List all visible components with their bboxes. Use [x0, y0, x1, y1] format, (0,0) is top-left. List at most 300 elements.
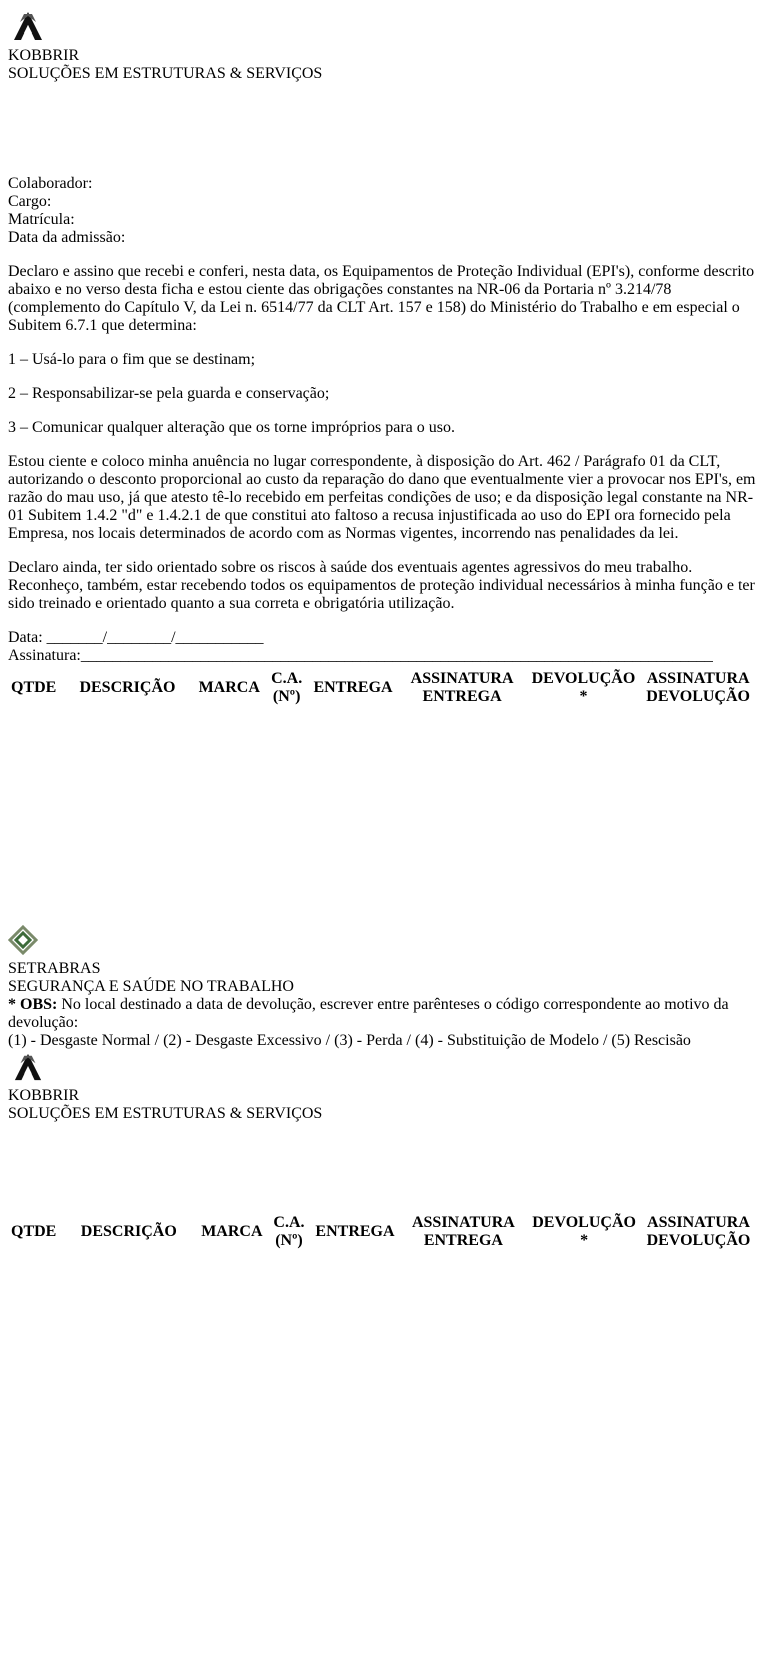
table-cell[interactable] — [531, 1609, 637, 1627]
table-cell[interactable] — [314, 1371, 395, 1389]
table-cell[interactable] — [263, 846, 311, 864]
table-cell[interactable] — [531, 1411, 637, 1429]
table-cell[interactable] — [266, 1431, 313, 1449]
table-cell[interactable] — [10, 1253, 57, 1271]
table-cell[interactable] — [198, 729, 261, 747]
table-row — [10, 1292, 758, 1310]
table-cell[interactable] — [10, 1470, 57, 1488]
table-cell[interactable] — [638, 748, 758, 766]
table-cell[interactable] — [398, 1569, 530, 1587]
table-cell[interactable] — [266, 1569, 313, 1587]
table-row — [10, 1470, 758, 1488]
table-cell[interactable] — [398, 1530, 530, 1548]
table-cell[interactable] — [200, 1431, 263, 1449]
table-cell[interactable] — [59, 1411, 198, 1429]
table-cell[interactable] — [639, 1253, 758, 1271]
table-cell[interactable] — [312, 787, 393, 805]
signature-line[interactable]: Assinatura:_______________________________________________________________________________ — [8, 647, 713, 664]
date-line[interactable]: Data: _______/________/___________ — [8, 629, 264, 646]
table-cell[interactable] — [398, 1411, 530, 1429]
table-cell[interactable] — [639, 1451, 758, 1469]
col-qtde: QTDE — [11, 679, 57, 696]
table-cell[interactable] — [312, 709, 393, 727]
table-cell[interactable] — [639, 1510, 758, 1528]
table-cell[interactable] — [59, 807, 195, 825]
table-cell[interactable] — [396, 866, 529, 884]
table-cell[interactable] — [59, 1332, 198, 1350]
table-cell[interactable] — [59, 1589, 198, 1607]
table-cell[interactable] — [531, 729, 637, 747]
table-cell[interactable] — [531, 1530, 637, 1548]
table-cell[interactable] — [639, 1312, 758, 1330]
table-cell[interactable] — [398, 1312, 530, 1330]
table-cell[interactable] — [638, 787, 758, 805]
table-row — [10, 1648, 758, 1666]
table-cell[interactable] — [10, 827, 57, 845]
table-cell[interactable] — [10, 885, 57, 903]
table-cell[interactable] — [200, 1609, 263, 1627]
table-cell[interactable] — [531, 1431, 637, 1449]
table-cell[interactable] — [59, 1431, 198, 1449]
table-cell[interactable] — [638, 866, 758, 884]
table-cell[interactable] — [10, 1352, 57, 1370]
table-row — [10, 1352, 758, 1370]
table-cell[interactable] — [398, 1589, 530, 1607]
table-cell[interactable] — [531, 1648, 637, 1666]
table-cell[interactable] — [314, 1253, 395, 1271]
table-cell[interactable] — [200, 1391, 263, 1409]
table-cell[interactable] — [531, 807, 637, 825]
table-cell[interactable] — [263, 787, 311, 805]
table-cell[interactable] — [59, 748, 195, 766]
table-cell[interactable] — [200, 1629, 263, 1647]
table-cell[interactable] — [10, 1569, 57, 1587]
table-cell[interactable] — [266, 1549, 313, 1567]
table-cell[interactable] — [263, 729, 311, 747]
table-cell[interactable] — [198, 768, 261, 786]
table-cell[interactable] — [198, 787, 261, 805]
table-cell[interactable] — [398, 1549, 530, 1567]
company-logo-icon — [8, 10, 48, 42]
table-cell[interactable] — [10, 709, 57, 727]
table-cell[interactable] — [200, 1470, 263, 1488]
table-cell[interactable] — [266, 1391, 313, 1409]
table-cell[interactable] — [531, 1629, 637, 1647]
setrabras-name: SETRABRAS — [8, 959, 101, 977]
table-cell[interactable] — [10, 1629, 57, 1647]
table-cell[interactable] — [10, 846, 57, 864]
table-cell[interactable] — [312, 827, 393, 845]
table-cell[interactable] — [198, 885, 261, 903]
table-cell[interactable] — [639, 1589, 758, 1607]
table-cell[interactable] — [531, 1312, 637, 1330]
table-cell[interactable] — [314, 1530, 395, 1548]
table-cell[interactable] — [59, 866, 195, 884]
header-logo-cell — [8, 10, 760, 82]
table-cell[interactable] — [638, 709, 758, 727]
table-cell[interactable] — [200, 1569, 263, 1587]
table-cell[interactable] — [263, 905, 311, 923]
table-cell[interactable] — [531, 1253, 637, 1271]
table-row — [10, 787, 758, 805]
table-cell[interactable] — [200, 1292, 263, 1310]
table-cell[interactable] — [200, 1352, 263, 1370]
table-cell[interactable] — [10, 1312, 57, 1330]
table-cell[interactable] — [59, 1490, 198, 1508]
table-cell[interactable] — [531, 1292, 637, 1310]
table-cell[interactable] — [312, 748, 393, 766]
table-cell[interactable] — [312, 846, 393, 864]
table-cell[interactable] — [59, 1352, 198, 1370]
table-cell[interactable] — [638, 905, 758, 923]
table-cell[interactable] — [200, 1411, 263, 1429]
table-cell[interactable] — [10, 1371, 57, 1389]
table-cell[interactable] — [638, 846, 758, 864]
declaration-item-3: 3 – Comunicar qualquer alteração que os torne impróprios para o uso. — [8, 419, 455, 436]
table-cell[interactable] — [59, 846, 195, 864]
table-cell[interactable] — [314, 1549, 395, 1567]
table-cell[interactable] — [314, 1431, 395, 1449]
table-cell[interactable] — [198, 748, 261, 766]
table-cell[interactable] — [59, 1470, 198, 1488]
table-row — [10, 1490, 758, 1508]
table-cell[interactable] — [198, 827, 261, 845]
table-cell[interactable] — [639, 1530, 758, 1548]
table-row — [10, 807, 758, 825]
table-cell[interactable] — [266, 1451, 313, 1469]
col-marca: MARCA — [198, 679, 260, 696]
table-cell[interactable] — [263, 866, 311, 884]
table-cell[interactable] — [638, 827, 758, 845]
epi-table-1 — [8, 667, 760, 925]
table-cell[interactable] — [266, 1589, 313, 1607]
table-cell[interactable] — [59, 1609, 198, 1627]
table-cell[interactable] — [59, 1253, 198, 1271]
table-cell[interactable] — [531, 1510, 637, 1528]
table-cell[interactable] — [59, 905, 195, 923]
company-logo-text: KOBBRIR — [8, 47, 80, 64]
table-cell[interactable] — [639, 1371, 758, 1389]
table-cell[interactable] — [398, 1391, 530, 1409]
table-cell[interactable] — [638, 807, 758, 825]
table-cell[interactable] — [638, 885, 758, 903]
table-cell[interactable] — [398, 1490, 530, 1508]
table-cell[interactable] — [398, 1510, 530, 1528]
table-cell[interactable] — [59, 1292, 198, 1310]
table-cell[interactable] — [198, 709, 261, 727]
table-cell[interactable] — [314, 1609, 395, 1627]
table-cell[interactable] — [531, 905, 637, 923]
declaration-paragraph-1: Declaro e assino que recebi e conferi, nesta data, os Equipamentos de Proteção Individual (EPI's), conforme descrito abaixo e no verso desta ficha e estou ciente das obrigações constantes na NR-06 da Portaria nº 3.214/78 (complemento do Capítulo V, da Lei n. 6514/77 da CLT Art. 157 e 158) do Ministério do Trabalho e em especial o Subitem 6.7.1 que determina: — [8, 263, 755, 334]
table-cell[interactable] — [59, 1451, 198, 1469]
table-cell[interactable] — [10, 748, 57, 766]
obs-label: * OBS: — [8, 995, 58, 1013]
table-cell[interactable] — [10, 787, 57, 805]
table-cell[interactable] — [314, 1490, 395, 1508]
table-cell[interactable] — [639, 1431, 758, 1449]
table-cell[interactable] — [398, 1451, 530, 1469]
table-cell[interactable] — [396, 709, 529, 727]
table-cell[interactable] — [312, 905, 393, 923]
table-cell[interactable] — [639, 1629, 758, 1647]
table-cell[interactable] — [312, 768, 393, 786]
table-cell[interactable] — [59, 1312, 198, 1330]
table-cell[interactable] — [10, 1431, 57, 1449]
table-cell[interactable] — [200, 1332, 263, 1350]
table-cell[interactable] — [59, 1391, 198, 1409]
header-code-cell-2 — [8, 1158, 760, 1211]
devolution-codes: (1) - Desgaste Normal / (2) - Desgaste Excessivo / (3) - Perda / (4) - Substituição de Modelo / (5) Rescisão — [8, 1031, 691, 1049]
table-cell[interactable] — [396, 827, 529, 845]
table-cell[interactable] — [398, 1332, 530, 1350]
table-cell[interactable] — [59, 709, 195, 727]
table-cell[interactable] — [314, 1312, 395, 1330]
table-cell[interactable] — [639, 1411, 758, 1429]
table-cell[interactable] — [531, 866, 637, 884]
table-cell[interactable] — [639, 1609, 758, 1627]
table-cell[interactable] — [638, 768, 758, 786]
table-cell[interactable] — [10, 1609, 57, 1627]
table-cell[interactable] — [200, 1490, 263, 1508]
table-cell[interactable] — [531, 1589, 637, 1607]
setrabras-logo — [8, 925, 760, 996]
table-cell[interactable] — [10, 1411, 57, 1429]
table-cell[interactable] — [639, 1332, 758, 1350]
table-cell[interactable] — [396, 787, 529, 805]
table-cell[interactable] — [531, 1371, 637, 1389]
table-cell[interactable] — [396, 905, 529, 923]
table-cell[interactable] — [531, 1352, 637, 1370]
epi-table-1-body — [10, 709, 758, 923]
table-cell[interactable] — [10, 1490, 57, 1508]
form-footer — [8, 925, 760, 1050]
table-cell[interactable] — [200, 1549, 263, 1567]
table-cell[interactable] — [531, 1451, 637, 1469]
table-cell[interactable] — [531, 827, 637, 845]
table-cell[interactable] — [398, 1272, 530, 1290]
table-cell[interactable] — [639, 1549, 758, 1567]
table-cell[interactable] — [10, 807, 57, 825]
table-cell[interactable] — [59, 768, 195, 786]
table-cell[interactable] — [312, 807, 393, 825]
company-logo-tagline-2: SOLUÇÕES EM ESTRUTURAS & SERVIÇOS — [8, 1104, 323, 1122]
table-cell[interactable] — [59, 1629, 198, 1647]
table-cell[interactable] — [266, 1411, 313, 1429]
declaration-item-2: 2 – Responsabilizar-se pela guarda e conservação; — [8, 385, 330, 402]
table-cell[interactable] — [59, 1549, 198, 1567]
table-cell[interactable] — [263, 827, 311, 845]
table-cell[interactable] — [314, 1470, 395, 1488]
table-cell[interactable] — [398, 1352, 530, 1370]
table-cell[interactable] — [531, 1332, 637, 1350]
table-cell[interactable] — [198, 905, 261, 923]
table-cell[interactable] — [200, 1272, 263, 1290]
epi-table-2-body — [10, 1253, 758, 1667]
table-cell[interactable] — [263, 768, 311, 786]
table-cell[interactable] — [10, 729, 57, 747]
table-cell[interactable] — [200, 1451, 263, 1469]
table-cell[interactable] — [312, 885, 393, 903]
table-cell[interactable] — [531, 885, 637, 903]
table-cell[interactable] — [200, 1648, 263, 1666]
table-cell[interactable] — [263, 709, 311, 727]
table-cell[interactable] — [10, 866, 57, 884]
table-cell[interactable] — [59, 1530, 198, 1548]
col-assinatura-entrega: ASSINATURA ENTREGA — [410, 670, 514, 705]
table-cell[interactable] — [266, 1530, 313, 1548]
table-cell[interactable] — [531, 1272, 637, 1290]
table-cell[interactable] — [314, 1451, 395, 1469]
table-cell[interactable] — [314, 1332, 395, 1350]
table-cell[interactable] — [639, 1648, 758, 1666]
table-cell[interactable] — [200, 1510, 263, 1528]
table-cell[interactable] — [314, 1272, 395, 1290]
table-cell[interactable] — [396, 885, 529, 903]
table-cell[interactable] — [396, 768, 529, 786]
table-cell[interactable] — [312, 866, 393, 884]
table-cell[interactable] — [639, 1292, 758, 1310]
table-cell[interactable] — [639, 1352, 758, 1370]
table-cell[interactable] — [200, 1312, 263, 1330]
table-cell[interactable] — [10, 1648, 57, 1666]
table-cell[interactable] — [314, 1589, 395, 1607]
table-cell[interactable] — [200, 1253, 263, 1271]
company-logo-text-2: KOBBRIR — [8, 1086, 80, 1104]
table-cell[interactable] — [59, 729, 195, 747]
table-cell[interactable] — [10, 1391, 57, 1409]
table-cell[interactable] — [263, 885, 311, 903]
table-cell[interactable] — [198, 866, 261, 884]
table-cell[interactable] — [639, 1470, 758, 1488]
table-cell[interactable] — [10, 1272, 57, 1290]
table-cell[interactable] — [266, 1312, 313, 1330]
table-cell[interactable] — [59, 1371, 198, 1389]
table-cell[interactable] — [314, 1411, 395, 1429]
table-cell[interactable] — [200, 1371, 263, 1389]
table-cell[interactable] — [314, 1569, 395, 1587]
table-cell[interactable] — [314, 1648, 395, 1666]
table-cell[interactable] — [266, 1292, 313, 1310]
table-cell[interactable] — [396, 807, 529, 825]
col-ca-2: C.A. (Nº) — [273, 1213, 305, 1249]
table-cell[interactable] — [531, 787, 637, 805]
table-cell[interactable] — [398, 1648, 530, 1666]
table-cell[interactable] — [396, 846, 529, 864]
table-cell[interactable] — [10, 768, 57, 786]
table-cell[interactable] — [639, 1569, 758, 1587]
setrabras-logo-icon — [8, 925, 38, 955]
table-cell[interactable] — [200, 1589, 263, 1607]
table-cell[interactable] — [314, 1510, 395, 1528]
table-cell[interactable] — [398, 1470, 530, 1488]
table-cell[interactable] — [531, 1391, 637, 1409]
table-cell[interactable] — [59, 1272, 198, 1290]
table-cell[interactable] — [312, 729, 393, 747]
table-cell[interactable] — [531, 748, 637, 766]
table-cell[interactable] — [10, 1549, 57, 1567]
table-cell[interactable] — [10, 1451, 57, 1469]
table-cell[interactable] — [398, 1292, 530, 1310]
table-cell[interactable] — [59, 827, 195, 845]
company-logo-tagline: SOLUÇÕES EM ESTRUTURAS & SERVIÇOS — [8, 65, 323, 82]
table-cell[interactable] — [198, 846, 261, 864]
col-ca: C.A. (Nº) — [271, 670, 303, 705]
table-cell[interactable] — [638, 729, 758, 747]
table-cell[interactable] — [639, 1272, 758, 1290]
table-row — [10, 846, 758, 864]
table-row — [10, 1589, 758, 1607]
table-cell[interactable] — [10, 1589, 57, 1607]
table-cell[interactable] — [266, 1352, 313, 1370]
table-cell[interactable] — [639, 1490, 758, 1508]
table-cell[interactable] — [266, 1609, 313, 1627]
table-cell[interactable] — [639, 1391, 758, 1409]
table-cell[interactable] — [266, 1371, 313, 1389]
table-cell[interactable] — [314, 1352, 395, 1370]
company-logo-icon-2 — [8, 1052, 48, 1082]
table-cell[interactable] — [266, 1332, 313, 1350]
table-cell[interactable] — [531, 1490, 637, 1508]
declaration-item-1: 1 – Usá-lo para o fim que se destinam; — [8, 351, 256, 368]
table-cell[interactable] — [398, 1629, 530, 1647]
table-cell[interactable] — [198, 807, 261, 825]
table-cell[interactable] — [266, 1490, 313, 1508]
table-cell[interactable] — [531, 846, 637, 864]
table-cell[interactable] — [266, 1253, 313, 1271]
table-cell[interactable] — [263, 748, 311, 766]
table-cell[interactable] — [10, 1510, 57, 1528]
col-assinatura-entrega-2: ASSINATURA ENTREGA — [411, 1213, 515, 1249]
table-cell[interactable] — [266, 1648, 313, 1666]
table-cell[interactable] — [398, 1371, 530, 1389]
table-cell[interactable] — [10, 1332, 57, 1350]
table-row — [10, 905, 758, 923]
table-cell[interactable] — [314, 1629, 395, 1647]
table-row — [10, 1530, 758, 1548]
table-cell[interactable] — [59, 885, 195, 903]
table-cell[interactable] — [59, 1648, 198, 1666]
table-row — [10, 1391, 758, 1409]
table-cell[interactable] — [266, 1272, 313, 1290]
table-cell[interactable] — [398, 1609, 530, 1627]
table-cell[interactable] — [314, 1292, 395, 1310]
table-cell[interactable] — [59, 1510, 198, 1528]
declaration-box — [8, 263, 760, 665]
table-row — [10, 729, 758, 747]
table-cell[interactable] — [59, 1569, 198, 1587]
table-cell[interactable] — [531, 1549, 637, 1567]
table-cell[interactable] — [266, 1470, 313, 1488]
table-cell[interactable] — [531, 768, 637, 786]
table-cell[interactable] — [59, 787, 195, 805]
table-cell[interactable] — [531, 1569, 637, 1587]
table-cell[interactable] — [314, 1391, 395, 1409]
table-cell[interactable] — [398, 1431, 530, 1449]
table-cell[interactable] — [396, 748, 529, 766]
table-cell[interactable] — [266, 1629, 313, 1647]
table-cell[interactable] — [10, 1530, 57, 1548]
table-cell[interactable] — [200, 1530, 263, 1548]
table-cell[interactable] — [531, 709, 637, 727]
table-cell[interactable] — [398, 1253, 530, 1271]
table-cell[interactable] — [396, 729, 529, 747]
table-cell[interactable] — [10, 1292, 57, 1310]
table-row — [10, 1332, 758, 1350]
table-cell[interactable] — [266, 1510, 313, 1528]
table-cell[interactable] — [10, 905, 57, 923]
table-cell[interactable] — [263, 807, 311, 825]
table-cell[interactable] — [531, 1470, 637, 1488]
